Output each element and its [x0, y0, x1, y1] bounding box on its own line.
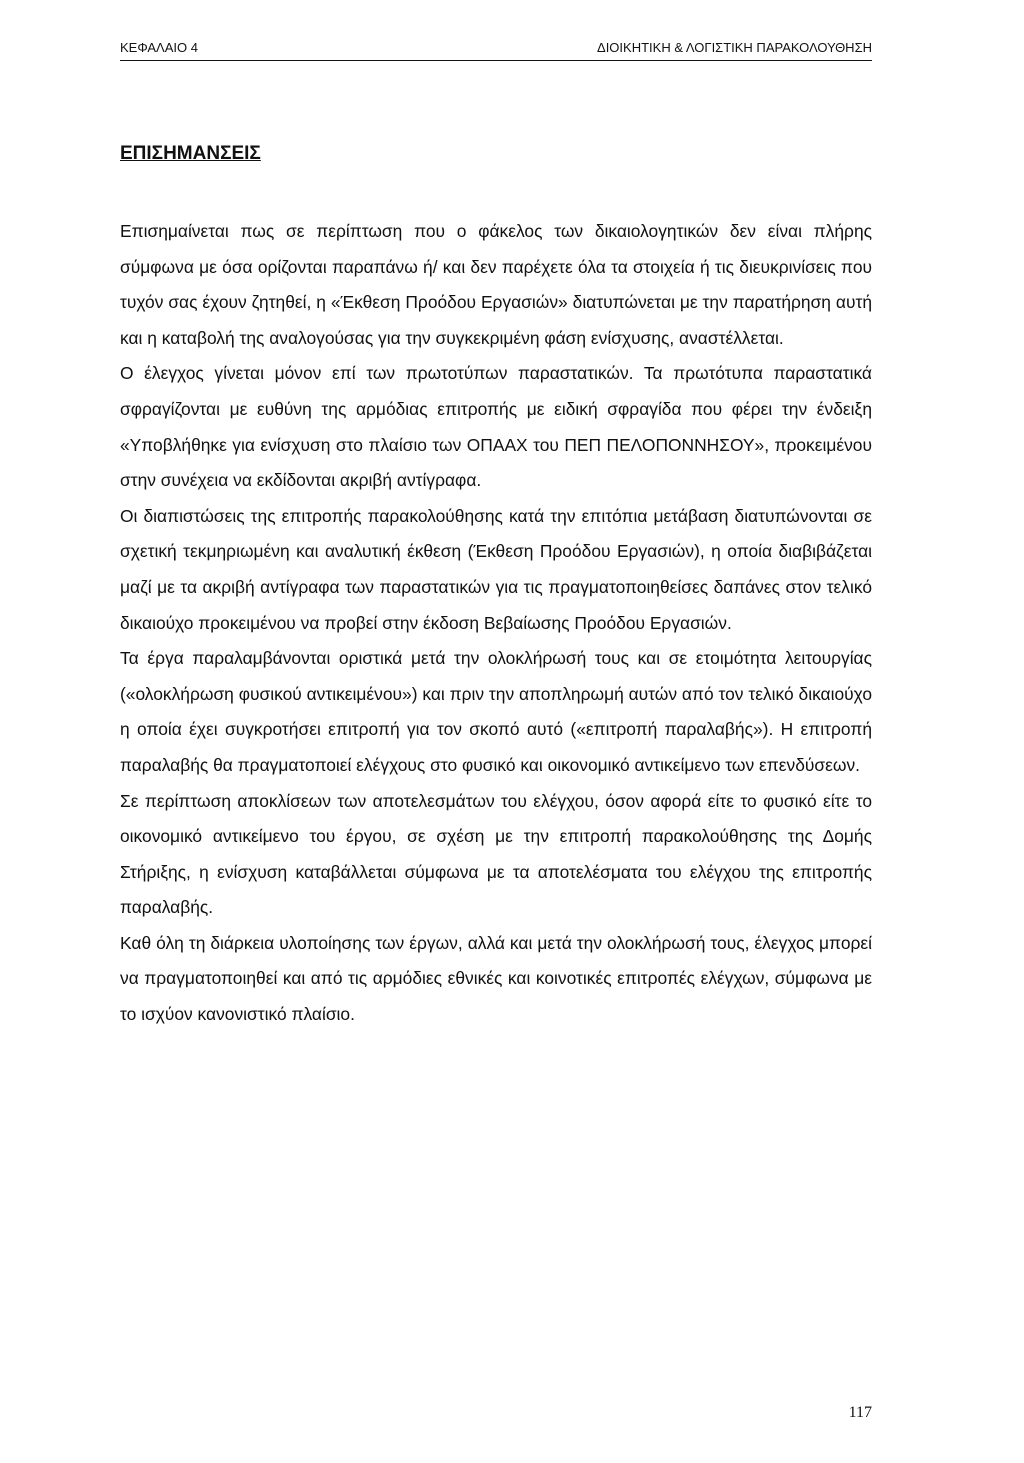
section-title: ΕΠΙΣΗΜΑΝΣΕΙΣ: [120, 143, 261, 164]
paragraph-acceptance: Τα έργα παραλαμβάνονται οριστικά μετά την ολοκλήρωσή τους και σε ετοιμότητα λειτουργίας («ολοκλήρωση φυσικού αντικειμένου») και πριν την αποπληρωμή αυτών από τον τελικό δικαιούχο η οποία έχει συγκροτήσει επιτροπή για τον σκοπό αυτό («επιτροπή παραλαβής»). Η επιτροπή παραλαβής θα πραγματοποιεί ελέγχους στο φυσικό και οικονομικό αντικείμενο των επενδύσεων.: [120, 648, 872, 775]
page-header: [120, 38, 872, 61]
chapter-title: ΔΙΟΙΚΗΤΙΚΗ & ΛΟΓΙΣΤΙΚΗ ΠΑΡΑΚΟΛΟΥΘΗΣΗ: [597, 40, 872, 55]
paragraph-deviations: Σε περίπτωση αποκλίσεων των αποτελεσμάτων του ελέγχου, όσον αφορά είτε το φυσικό είτε το οικονομικό αντικείμενο του έργου, σε σχέση με την επιτροπή παρακολούθησης της Δομής Στήριξης, η ενίσχυση καταβάλλεται σύμφωνα με τα αποτελέσματα του ελέγχου της επιτροπής παραλαβής.: [120, 790, 872, 918]
body-text: [120, 214, 872, 1033]
paragraph-notice: Επισημαίνεται πως σε περίπτωση που ο φάκελος των δικαιολογητικών δεν είναι πλήρης σύμφωνα με όσα ορίζονται παραπάνω ή/ και δεν παρέχετε όλα τα στοιχεία ή τις διευκρινίσεις που τυχόν σας έχουν ζητηθεί, η «Έκθεση Προόδου Εργασιών» διατυπώνεται με την παρατήρηση αυτή και η καταβολή της αναλογούσας για την συγκεκριμένη φάση ενίσχυσης, αναστέλλεται.: [120, 221, 872, 348]
paragraph-inspection: Ο έλεγχος γίνεται μόνον επί των πρωτοτύπων παραστατικών. Τα πρωτότυπα παραστατικά σφραγίζονται με ευθύνη της αρμόδιας επιτροπής με ειδική σφραγίδα που φέρει την ένδειξη «Υποβλήθηκε για ενίσχυση στο πλαίσιο των ΟΠΑΑΧ του ΠΕΠ ΠΕΛΟΠΟΝΝΗΣΟΥ», προκειμένου στην συνέχεια να εκδίδονται ακριβή αντίγραφα.: [120, 363, 872, 491]
paragraph-findings: Οι διαπιστώσεις της επιτροπής παρακολούθησης κατά την επιτόπια μετάβαση διατυπώνονται σε σχετική τεκμηριωμένη και αναλυτική έκθεση (Έκθεση Προόδου Εργασιών), η οποία διαβιβάζεται μαζί με τα ακριβή αντίγραφα των παραστατικών για τις πραγματοποιηθείσες δαπάνες στον τελικό δικαιούχο προκειμένου να προβεί στην έκδοση Βεβαίωσης Προόδου Εργασιών.: [120, 505, 872, 633]
chapter-label: ΚΕΦΑΛΑΙΟ 4: [120, 40, 198, 55]
paragraph-audits: Καθ όλη τη διάρκεια υλοποίησης των έργων, αλλά και μετά την ολοκλήρωσή τους, έλεγχος μπορεί να πραγματοποιηθεί και από τις αρμόδιες εθνικές και κοινοτικές επιτροπές ελέγχων, σύμφωνα με το ισχύον κανονιστικό πλαίσιο.: [120, 932, 872, 1025]
page-number: 117: [848, 1404, 872, 1421]
